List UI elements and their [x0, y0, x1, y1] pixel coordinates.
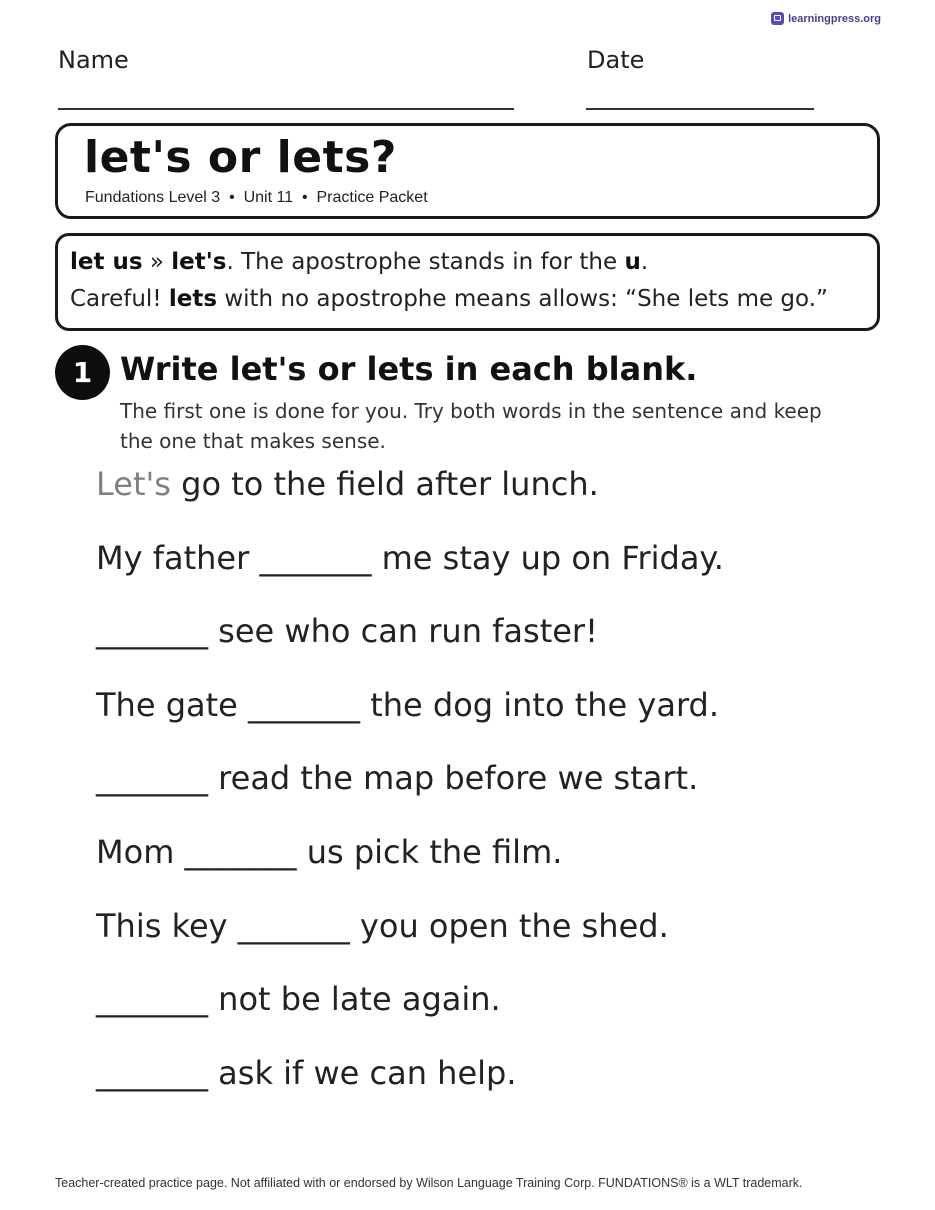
rule-caution: Careful! [70, 286, 169, 312]
sentence-6[interactable]: This key _______ you open the shed. [96, 906, 669, 945]
sentence-2[interactable]: _______ see who can run faster! [96, 612, 598, 651]
example-sentence [96, 462, 724, 536]
title-box [55, 123, 880, 219]
brand-logo [771, 12, 881, 25]
name-line[interactable] [58, 108, 514, 110]
section-instruction: Write let's or lets in each blank. [120, 350, 698, 388]
sentence-4[interactable]: _______ read the map before we start. [96, 759, 699, 798]
rule-contraction: let's [171, 249, 227, 275]
sentence-list [96, 462, 724, 1124]
rule-period: . [640, 249, 649, 275]
sentence-3[interactable]: The gate _______ the dog into the yard. [96, 685, 720, 724]
book-icon [771, 12, 784, 25]
section-subinstruction: The first one is done for you. Try both words in the sentence and keep the one that makes sense. [120, 399, 822, 453]
rule-term: let us [70, 249, 143, 275]
page-subtitle: Fundations Level 3 • Unit 11 • Practice Packet [85, 189, 428, 206]
sentence-5[interactable]: Mom _______ us pick the film. [96, 832, 563, 871]
page-title: let's or lets? [84, 132, 397, 183]
rule-line-2 [70, 281, 877, 318]
rule-verb: lets [168, 286, 218, 312]
rule-example: with no apostrophe means allows: “She lets me go.” [217, 286, 828, 312]
rule-arrow: » [142, 249, 172, 275]
name-label: Name [58, 46, 129, 74]
rule-line-1 [70, 244, 877, 281]
date-line[interactable] [586, 108, 814, 110]
sentence-7[interactable]: _______ not be late again. [96, 980, 501, 1019]
rule-text: . The apostrophe stands in for the [226, 249, 625, 275]
example-rest: go to the field after lunch. [170, 465, 599, 503]
rule-box [55, 233, 880, 331]
section-number-badge: 1 [55, 345, 110, 400]
rule-letter: u [624, 249, 641, 275]
footer-disclaimer: Teacher-created practice page. Not affiliated with or endorsed by Wilson Language Training Corp. FUNDATIONS® is a WLT trademark. [55, 1176, 803, 1190]
brand-name: learningpress.org [788, 12, 881, 25]
example-answer: Let's [96, 465, 171, 503]
sentence-1[interactable]: My father _______ me stay up on Friday. [96, 538, 724, 577]
date-label: Date [587, 46, 645, 74]
sentence-8[interactable]: _______ ask if we can help. [96, 1053, 517, 1092]
